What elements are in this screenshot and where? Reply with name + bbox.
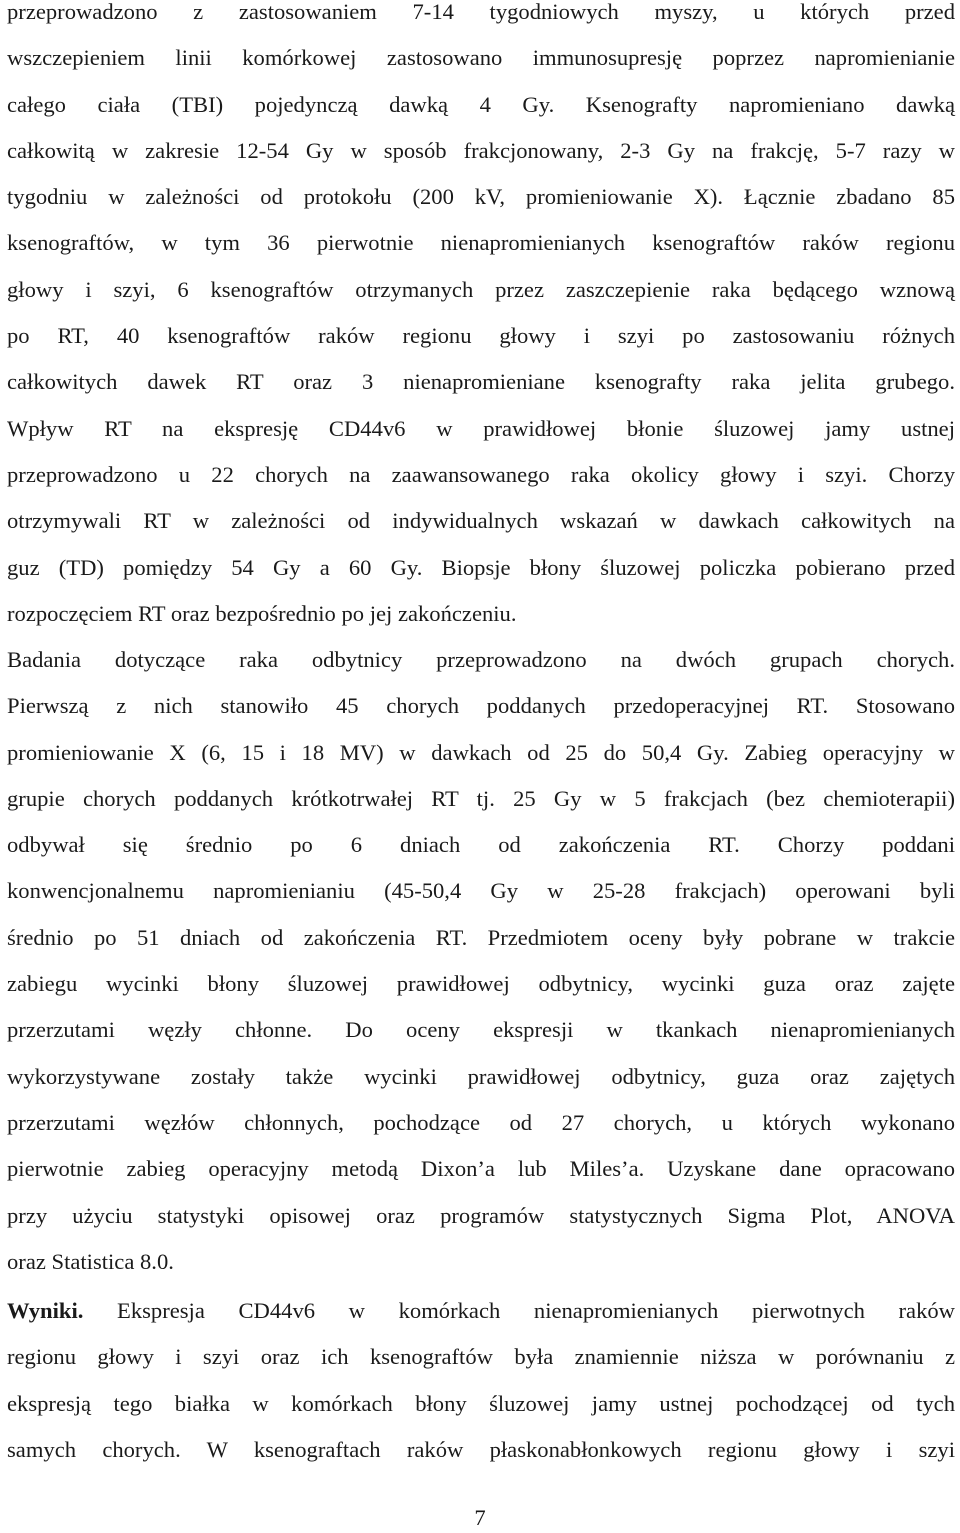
text-line: przerzutami węzłów chłonnych, pochodzące od 27 chorych, u których wykonano <box>7 1109 955 1135</box>
text-line: przeprowadzono z zastosowaniem 7-14 tygodniowych myszy, u których przed <box>7 0 955 24</box>
text-line: całkowitą w zakresie 12-54 Gy w sposób frakcjonowany, 2-3 Gy na frakcję, 5-7 razy w <box>7 137 955 163</box>
text-line: odbywał się średnio po 6 dniach od zakończenia RT. Chorzy poddani <box>7 832 955 858</box>
page-number: 7 <box>474 1505 486 1530</box>
text-line: konwencjonalnemu napromienianiu (45-50,4 Gy w 25-28 frakcjach) operowani byli <box>7 878 955 904</box>
text-line: tygodniu w zależności od protokołu (200 kV, promieniowanie X). Łącznie zbadano 85 <box>7 184 955 210</box>
text-line: grupie chorych poddanych krótkotrwałej RT tj. 25 Gy w 5 frakcjach (bez chemioterapii) <box>7 785 955 811</box>
text-line: regionu głowy i szyi oraz ich ksenograftów była znamiennie niższa w porównaniu z <box>7 1344 955 1370</box>
text-line: rozpoczęciem RT oraz bezpośrednio po jej zakończeniu. <box>7 600 517 626</box>
text-line: przeprowadzono u 22 chorych na zaawansowanego raka okolicy głowy i szyi. Chorzy <box>7 461 955 487</box>
text-line: Badania dotyczące raka odbytnicy przeprowadzono na dwóch grupach chorych. <box>7 647 955 672</box>
paragraph-results <box>7 1288 955 1473</box>
text-line: głowy i szyi, 6 ksenograftów otrzymanych przez zaszczepienie raka będącego wznową <box>7 276 955 302</box>
text-line: pierwotnie zabieg operacyjny metodą Dixon’a lub Miles’a. Uzyskane dane opracowano <box>7 1156 955 1182</box>
text-line: ekspresją tego białka w komórkach błony śluzowej jamy ustnej pochodzącej od tych <box>7 1390 955 1416</box>
text-line: wszczepieniem linii komórkowej zastosowano immunosupresję poprzez napromienianie <box>7 45 955 71</box>
paragraph-methods-rectal-cancer <box>7 637 955 1285</box>
text-line: oraz Statistica 8.0. <box>7 1248 174 1274</box>
paragraph-methods-xenografts <box>7 0 955 637</box>
text-line: ksenograftów, w tym 36 pierwotnie nienapromienianych ksenograftów raków regionu <box>7 230 955 256</box>
text-line: promieniowanie X (6, 15 i 18 MV) w dawkach od 25 do 50,4 Gy. Zabieg operacyjny w <box>7 739 955 765</box>
text-line: Wpływ RT na ekspresję CD44v6 w prawidłowej błonie śluzowej jamy ustnej <box>7 415 955 441</box>
text-line: przy użyciu statystyki opisowej oraz programów statystycznych Sigma Plot, ANOVA <box>7 1202 955 1228</box>
text-line: otrzymywali RT w zależności od indywidualnych wskazań w dawkach całkowitych na <box>7 508 955 534</box>
results-heading: Wyniki. <box>7 1298 84 1323</box>
results-first-line <box>7 1288 955 1334</box>
text-line: zabiegu wycinki błony śluzowej prawidłowej odbytnicy, wycinki guza oraz zajęte <box>7 971 955 997</box>
text-line: całego ciała (TBI) pojedynczą dawką 4 Gy. Ksenografty napromieniano dawką <box>7 91 955 117</box>
text-span: Ekspresja CD44v6 w komórkach nienapromienianych pierwotnych raków <box>83 1298 955 1323</box>
text-line: całkowitych dawek RT oraz 3 nienapromieniane ksenografty raka jelita grubego. <box>7 369 955 395</box>
text-line: guz (TD) pomiędzy 54 Gy a 60 Gy. Biopsje błony śluzowej policzka pobierano przed <box>7 554 955 580</box>
text-line: samych chorych. W ksenograftach raków płaskonabłonkowych regionu głowy i szyi <box>7 1436 955 1462</box>
text-line: przerzutami węzły chłonne. Do oceny ekspresji w tkankach nienapromienianych <box>7 1017 955 1043</box>
text-line: Pierwszą z nich stanowiło 45 chorych poddanych przedoperacyjnej RT. Stosowano <box>7 693 955 719</box>
text-line: po RT, 40 ksenograftów raków regionu głowy i szyi po zastosowaniu różnych <box>7 323 955 349</box>
text-line: średnio po 51 dniach od zakończenia RT. Przedmiotem oceny były pobrane w trakcie <box>7 924 955 950</box>
text-line: wykorzystywane zostały także wycinki prawidłowej odbytnicy, guza oraz zajętych <box>7 1063 955 1089</box>
